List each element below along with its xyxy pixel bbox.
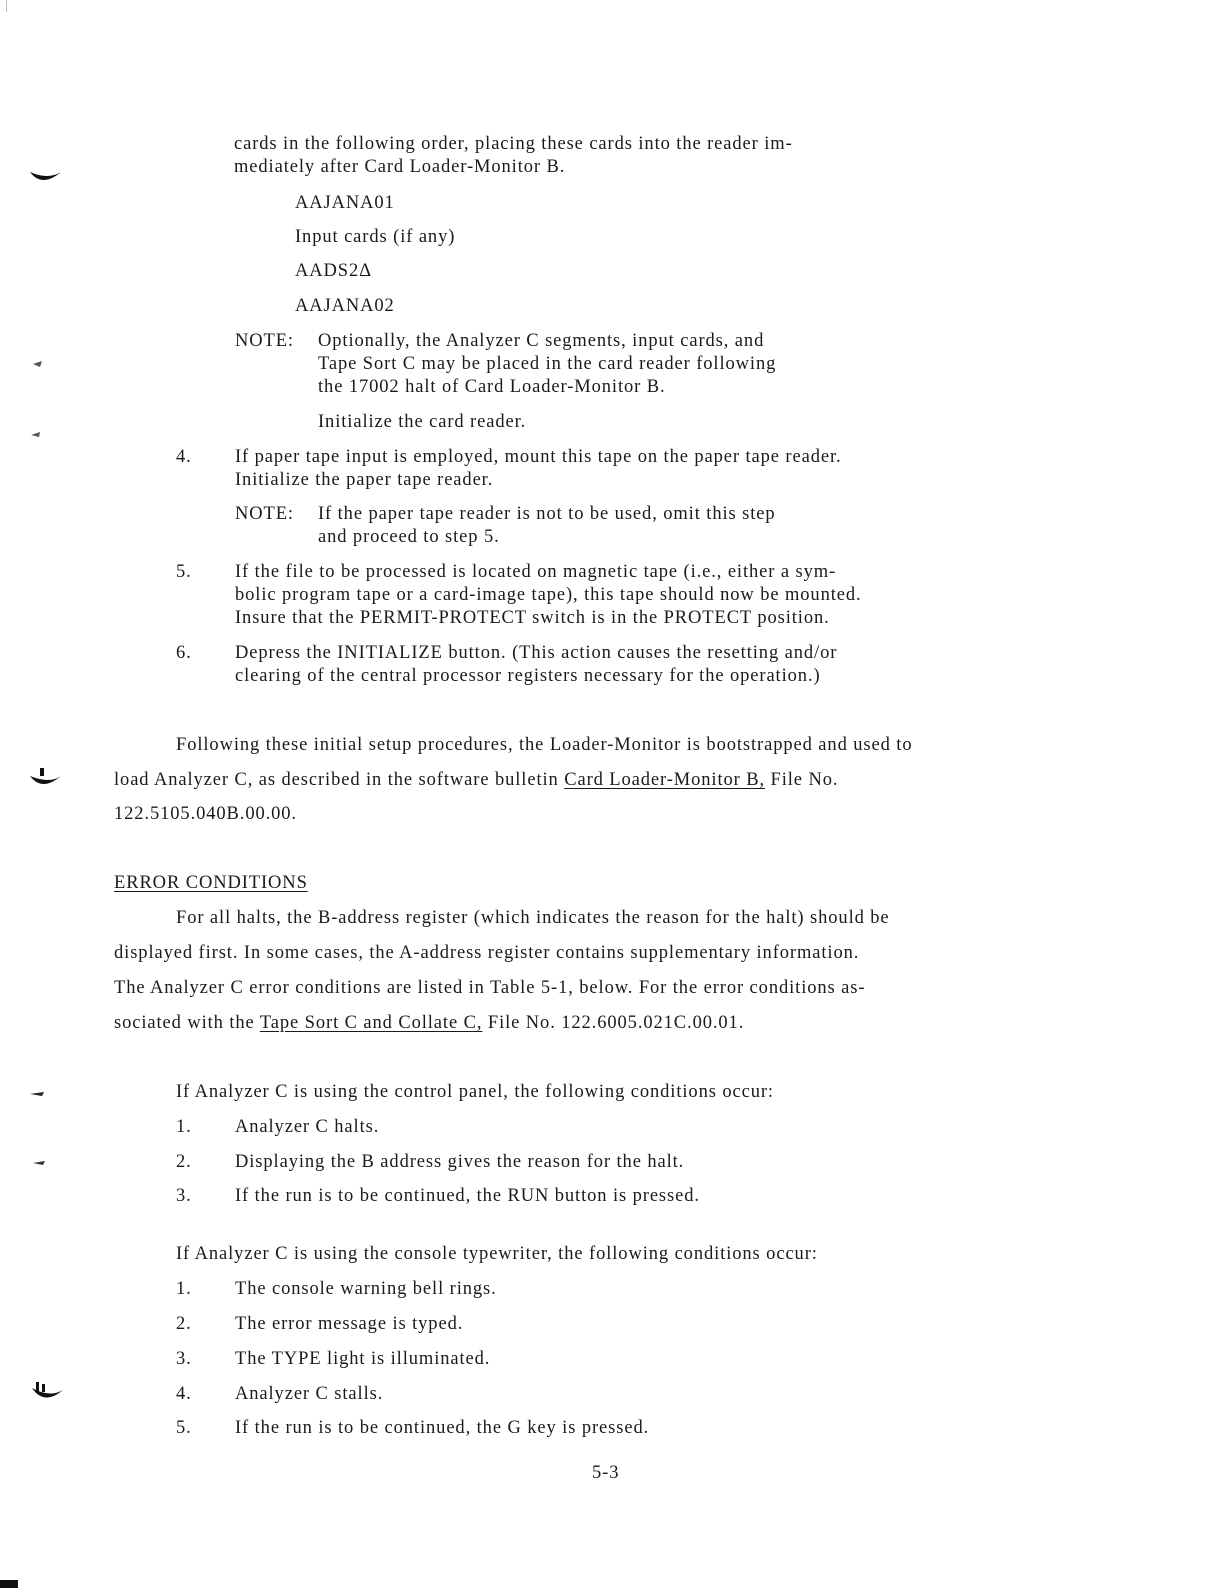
step-6-line-2: clearing of the central processor registers necessary for the operation.) <box>235 666 821 686</box>
note-line: and proceed to step 5. <box>318 527 500 547</box>
list-item: The console warning bell rings. <box>235 1279 497 1299</box>
note-line: Tape Sort C may be placed in the card reader following <box>318 354 777 374</box>
intro-line-2: mediately after Card Loader-Monitor B. <box>234 157 566 177</box>
list-number: 5. <box>176 1418 192 1438</box>
following-line-1: Following these initial setup procedures, the Loader-Monitor is bootstrapped and used to <box>176 735 913 755</box>
note-line: Optionally, the Analyzer C segments, input cards, and <box>318 331 765 351</box>
intro-line-1: cards in the following order, placing these cards into the reader im- <box>234 134 793 154</box>
list-item: The error message is typed. <box>235 1314 464 1334</box>
step-number: 6. <box>176 643 192 663</box>
section-heading: ERROR CONDITIONS <box>114 873 308 893</box>
card-item: Input cards (if any) <box>295 227 456 247</box>
note-line: If the paper tape reader is not to be used, omit this step <box>318 504 776 524</box>
step-5-line-2: bolic program tape or a card-image tape), this tape should now be mounted. <box>235 585 862 605</box>
error-line-3: The Analyzer C error conditions are listed in Table 5-1, below. For the error conditions as- <box>114 978 866 998</box>
list-number: 3. <box>176 1349 192 1369</box>
error-line-4 <box>114 1012 744 1034</box>
list-item: Displaying the B address gives the reason for the halt. <box>235 1152 685 1172</box>
step-6-line-1: Depress the INITIALIZE button. (This action causes the resetting and/or <box>235 643 838 663</box>
scan-mark <box>32 359 46 369</box>
control-panel-intro: If Analyzer C is using the control panel, the following conditions occur: <box>176 1082 774 1102</box>
following-text: File No. <box>765 770 839 790</box>
step-number: 4. <box>176 447 192 467</box>
list-number: 1. <box>176 1279 192 1299</box>
following-line-3: 122.5105.040B.00.00. <box>114 804 297 824</box>
scan-mark <box>30 1382 66 1408</box>
step-5-line-3: Insure that the PERMIT-PROTECT switch is in the PROTECT position. <box>235 608 830 628</box>
following-text: load Analyzer C, as described in the software bulletin <box>114 770 565 790</box>
error-line-1: For all halts, the B-address register (which indicates the reason for the halt) should be <box>176 908 890 928</box>
list-item: Analyzer C halts. <box>235 1117 380 1137</box>
scan-mark <box>0 1580 18 1588</box>
step-4-line-2: Initialize the paper tape reader. <box>235 470 494 490</box>
step-number: 5. <box>176 562 192 582</box>
scan-mark <box>28 768 64 794</box>
list-item: The TYPE light is illuminated. <box>235 1349 491 1369</box>
bulletin-reference: Card Loader-Monitor B, <box>564 770 766 790</box>
following-line-2 <box>114 769 838 791</box>
error-line-2: displayed first. In some cases, the A-address register contains supplementary information. <box>114 943 860 963</box>
error-text: sociated with the <box>114 1013 260 1033</box>
bulletin-reference: Tape Sort C and Collate C, <box>259 1013 483 1033</box>
note-label: NOTE: <box>235 504 294 524</box>
scan-mark <box>33 1158 49 1168</box>
scan-mark <box>6 0 7 12</box>
note-line: Initialize the card reader. <box>318 412 527 432</box>
list-number: 1. <box>176 1117 192 1137</box>
step-4-line-1: If paper tape input is employed, mount this tape on the paper tape reader. <box>235 447 842 467</box>
card-item: AAJANA02 <box>295 296 395 316</box>
list-number: 3. <box>176 1186 192 1206</box>
scan-mark <box>30 1089 48 1099</box>
list-number: 4. <box>176 1384 192 1404</box>
note-line: the 17002 halt of Card Loader-Monitor B. <box>318 377 666 397</box>
list-item: Analyzer C stalls. <box>235 1384 384 1404</box>
error-text: File No. 122.6005.021C.00.01. <box>482 1013 745 1033</box>
console-intro: If Analyzer C is using the console typewriter, the following conditions occur: <box>176 1244 818 1264</box>
scan-mark <box>28 166 64 190</box>
page-number: 5-3 <box>592 1463 620 1483</box>
list-number: 2. <box>176 1314 192 1334</box>
note-label: NOTE: <box>235 331 294 351</box>
step-5-line-1: If the file to be processed is located on magnetic tape (i.e., either a sym- <box>235 562 837 582</box>
card-item: AADS2Δ <box>295 261 372 281</box>
list-item: If the run is to be continued, the G key is pressed. <box>235 1418 650 1438</box>
card-item: AAJANA01 <box>295 193 395 213</box>
list-item: If the run is to be continued, the RUN button is pressed. <box>235 1186 700 1206</box>
list-number: 2. <box>176 1152 192 1172</box>
scan-mark <box>30 429 44 439</box>
